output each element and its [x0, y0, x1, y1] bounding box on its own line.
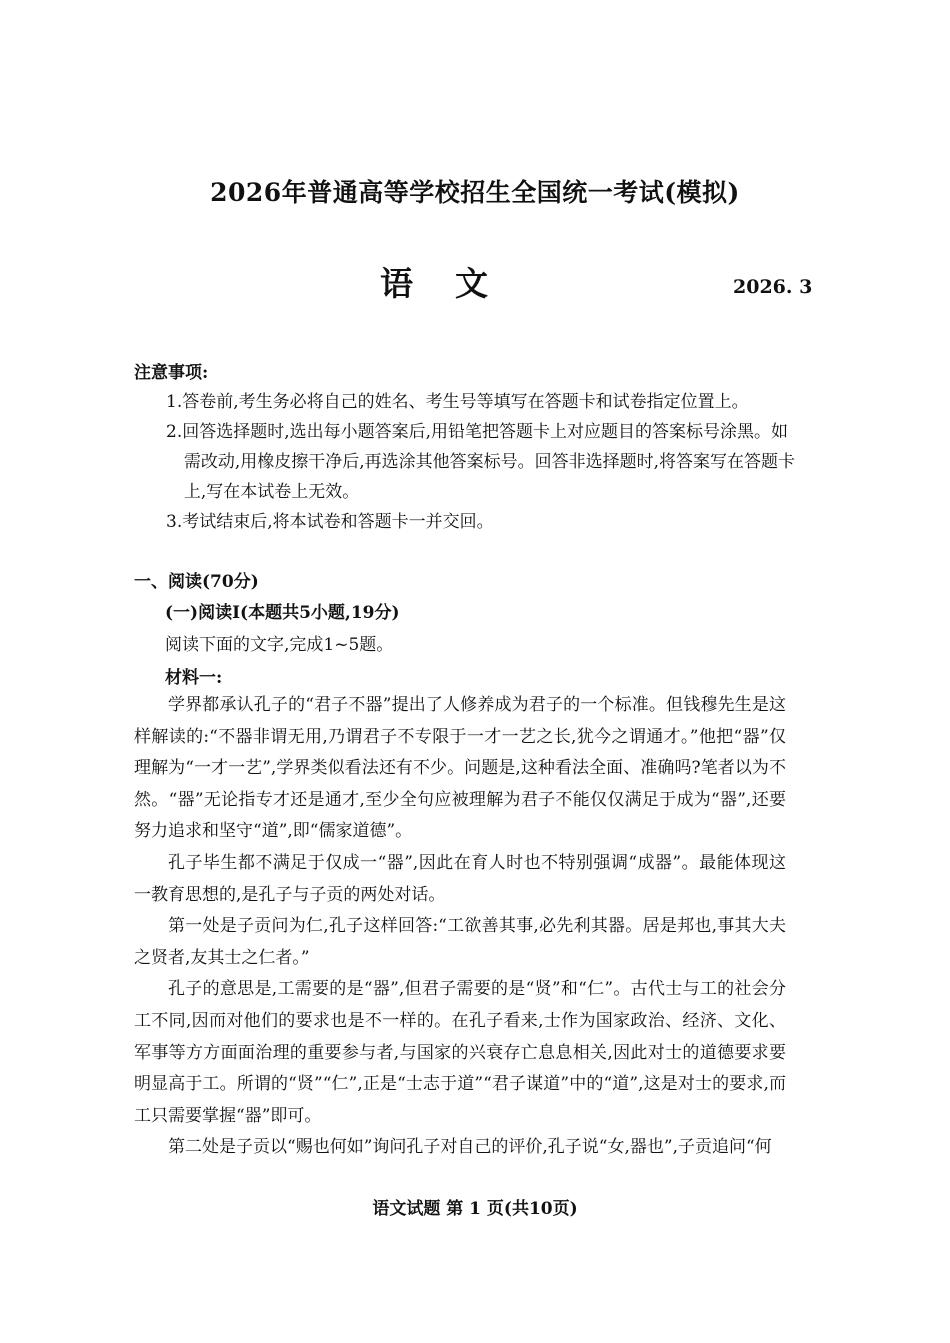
section-title: 一、阅读(70分): [134, 572, 259, 592]
notice-item: 3.考试结束后,将本试卷和答题卡一并交回。: [166, 512, 494, 532]
notice-title: 注意事项:: [134, 363, 209, 383]
subject-title: 语文: [380, 264, 530, 303]
passage-paragraph: 孔子毕生都不满足于仅成一“器”,因此在育人时也不特别强调“成器”。最能体现这一教育思想的,是孔子与子贡的两处对话。: [134, 852, 786, 905]
notice-list: [166, 387, 796, 537]
notice-item: 1.答卷前,考生务必将自己的姓名、考生号等填写在答题卡和试卷指定位置上。: [166, 392, 749, 412]
passage-paragraph: 孔子的意思是,工需要的是“器”,但君子需要的是“贤”和“仁”。古代士与工的社会分工不同,因而对他们的要求也是不一样的。在孔子看来,士作为国家政治、经济、文化、军事等方方面面治理的重要参与者,与国家的兴衰存亡息息相关,因此对士的道德要求要明显高于工。所谓的“贤”“仁”,正是“士志于道”“君子谋道”中的“道”,这是对士的要求,而工只需要掌握“器”即可。: [134, 979, 786, 1126]
exam-date: 2026. 3: [733, 276, 813, 298]
material-label: 材料一:: [165, 668, 223, 688]
page-footer: 语文试题 第 1 页(共10页): [372, 1199, 578, 1219]
passage-paragraph: 第一处是子贡问为仁,孔子这样回答:“工欲善其事,必先利其器。居是邦也,事其大夫之贤者,友其士之仁者。”: [134, 916, 786, 968]
reading-passage: [134, 690, 786, 1164]
exam-title: 2026年普通高等学校招生全国统一考试(模拟): [210, 178, 740, 207]
reading-instruction: 阅读下面的文字,完成1~5题。: [165, 635, 394, 655]
part-title: (一)阅读Ⅰ(本题共5小题,19分): [165, 603, 400, 623]
passage-paragraph: 第二处是子贡以“赐也何如”询问孔子对自己的评价,孔子说“女,器也”,子贡追问“何: [168, 1137, 772, 1158]
passage-paragraph: 学界都承认孔子的“君子不器”提出了人修养成为君子的一个标准。但钱穆先生是这样解读的:“不器非谓无用,乃谓君子不专限于一才一艺之长,犹今之谓通才。”他把“器”仅理解为“一才一艺”,学界类似看法还有不少。问题是,这种看法全面、准确吗?笔者以为不然。“器”无论指专才还是通才,至少全句应被理解为君子不能仅仅满足于成为“器”,还要努力追求和坚守“道”,即“儒家道德”。: [134, 695, 786, 842]
notice-item: 2.回答选择题时,选出每小题答案后,用铅笔把答题卡上对应题目的答案标号涂黑。如需改动,用橡皮擦干净后,再选涂其他答案标号。回答非选择题时,将答案写在答题卡上,写在本试卷上无效。: [166, 422, 796, 502]
